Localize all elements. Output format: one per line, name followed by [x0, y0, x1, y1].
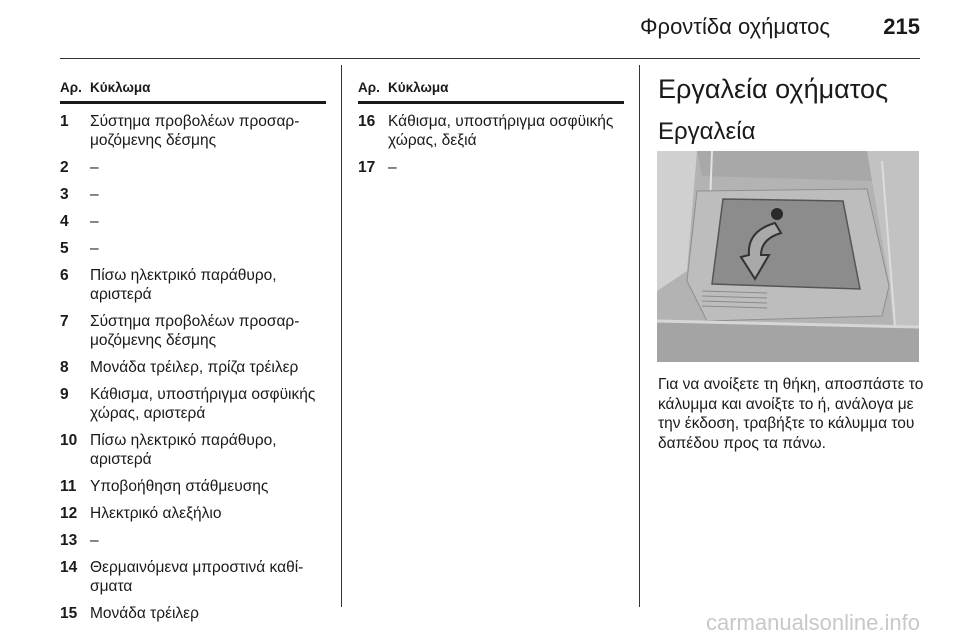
tool-compartment-figure [657, 151, 919, 362]
fuse-number: 6 [60, 267, 69, 284]
table-row [60, 477, 326, 496]
circuit-description: – [90, 159, 99, 176]
table-row [60, 185, 326, 204]
table-header [358, 80, 624, 104]
fuse-number: 8 [60, 359, 69, 376]
header-no: Αρ. [60, 80, 82, 95]
fuse-number: 17 [358, 159, 376, 176]
watermark: carmanualsonline.info [705, 610, 920, 635]
circuit-description: – [388, 159, 397, 176]
fuse-number: 3 [60, 186, 69, 203]
table-row [358, 158, 624, 177]
table-row [60, 158, 326, 177]
table-header [60, 80, 326, 104]
table-row [60, 531, 326, 550]
fuse-number: 5 [60, 240, 69, 257]
fuse-number: 13 [60, 532, 78, 549]
fuse-number: 7 [60, 313, 69, 330]
circuit-description: Σύστημα προβολέων προσαρ-μοζόμενης δέσμης [90, 113, 300, 149]
fuse-number: 11 [60, 478, 77, 495]
circuit-description: – [90, 532, 99, 549]
table-row [60, 239, 326, 258]
fuse-number: 12 [60, 505, 78, 522]
page-number: 215 [883, 14, 920, 39]
table-row [60, 431, 326, 469]
fuse-number: 10 [60, 432, 78, 449]
table-row [358, 112, 624, 150]
table-row [60, 558, 326, 596]
fuse-table-left [60, 80, 326, 623]
circuit-description: Πίσω ηλεκτρικό παράθυρο, αριστερά [90, 432, 277, 468]
fuse-number: 1 [60, 113, 69, 130]
subsection-title: Εργαλεία [658, 118, 756, 145]
fuse-number: 15 [60, 605, 78, 622]
circuit-description: Μονάδα τρέιλερ, πρίζα τρέιλερ [90, 359, 299, 376]
tool-compartment-illustration [657, 151, 919, 362]
table-row [60, 112, 326, 150]
circuit-description: Πίσω ηλεκτρικό παράθυρο, αριστερά [90, 267, 277, 303]
circuit-description: Θερμαινόμενα μπροστινά καθί-σματα [90, 559, 304, 595]
column-divider-2 [639, 65, 640, 607]
circuit-description: Ηλεκτρικό αλεξήλιο [90, 505, 222, 522]
circuit-description: Κάθισμα, υποστήριγμα οσφϋικής χώρας, αριστερά [90, 386, 316, 422]
column-divider-1 [341, 65, 342, 607]
header-rule [60, 58, 920, 59]
fuse-number: 4 [60, 213, 69, 230]
table-row [60, 212, 326, 231]
header-circuit: Κύκλωμα [388, 80, 449, 95]
circuit-description: – [90, 186, 99, 203]
fuse-number: 9 [60, 386, 69, 403]
circuit-description: – [90, 240, 99, 257]
section-title: Εργαλεία οχήματος [658, 74, 889, 104]
instruction-paragraph: Για να ανοίξετε τη θήκη, αποσπάστε το κάλυμμα και ανοίξτε το ή, ανάλογα με την έκδοση, τραβήξτε το κάλυμμα του δαπέδου προς τα πάνω. [658, 376, 924, 452]
circuit-description: Μονάδα τρέιλερ [90, 605, 199, 622]
header-no: Αρ. [358, 80, 380, 95]
fuse-number: 2 [60, 159, 69, 176]
table-row [60, 358, 326, 377]
fuse-number: 14 [60, 559, 78, 576]
table-row [60, 266, 326, 304]
header-circuit: Κύκλωμα [90, 80, 151, 95]
table-row [60, 604, 326, 623]
circuit-description: – [90, 213, 99, 230]
circuit-description: Υποβοήθηση στάθμευσης [90, 478, 269, 495]
fuse-table-middle [358, 80, 624, 177]
table-row [60, 504, 326, 523]
circuit-description: Κάθισμα, υποστήριγμα οσφϋικής χώρας, δεξιά [388, 113, 614, 149]
fuse-number: 16 [358, 113, 376, 130]
table-row [60, 312, 326, 350]
page-header-title: Φροντίδα οχήματος [640, 14, 830, 39]
table-row [60, 385, 326, 423]
circuit-description: Σύστημα προβολέων προσαρ-μοζόμενης δέσμης [90, 313, 300, 349]
